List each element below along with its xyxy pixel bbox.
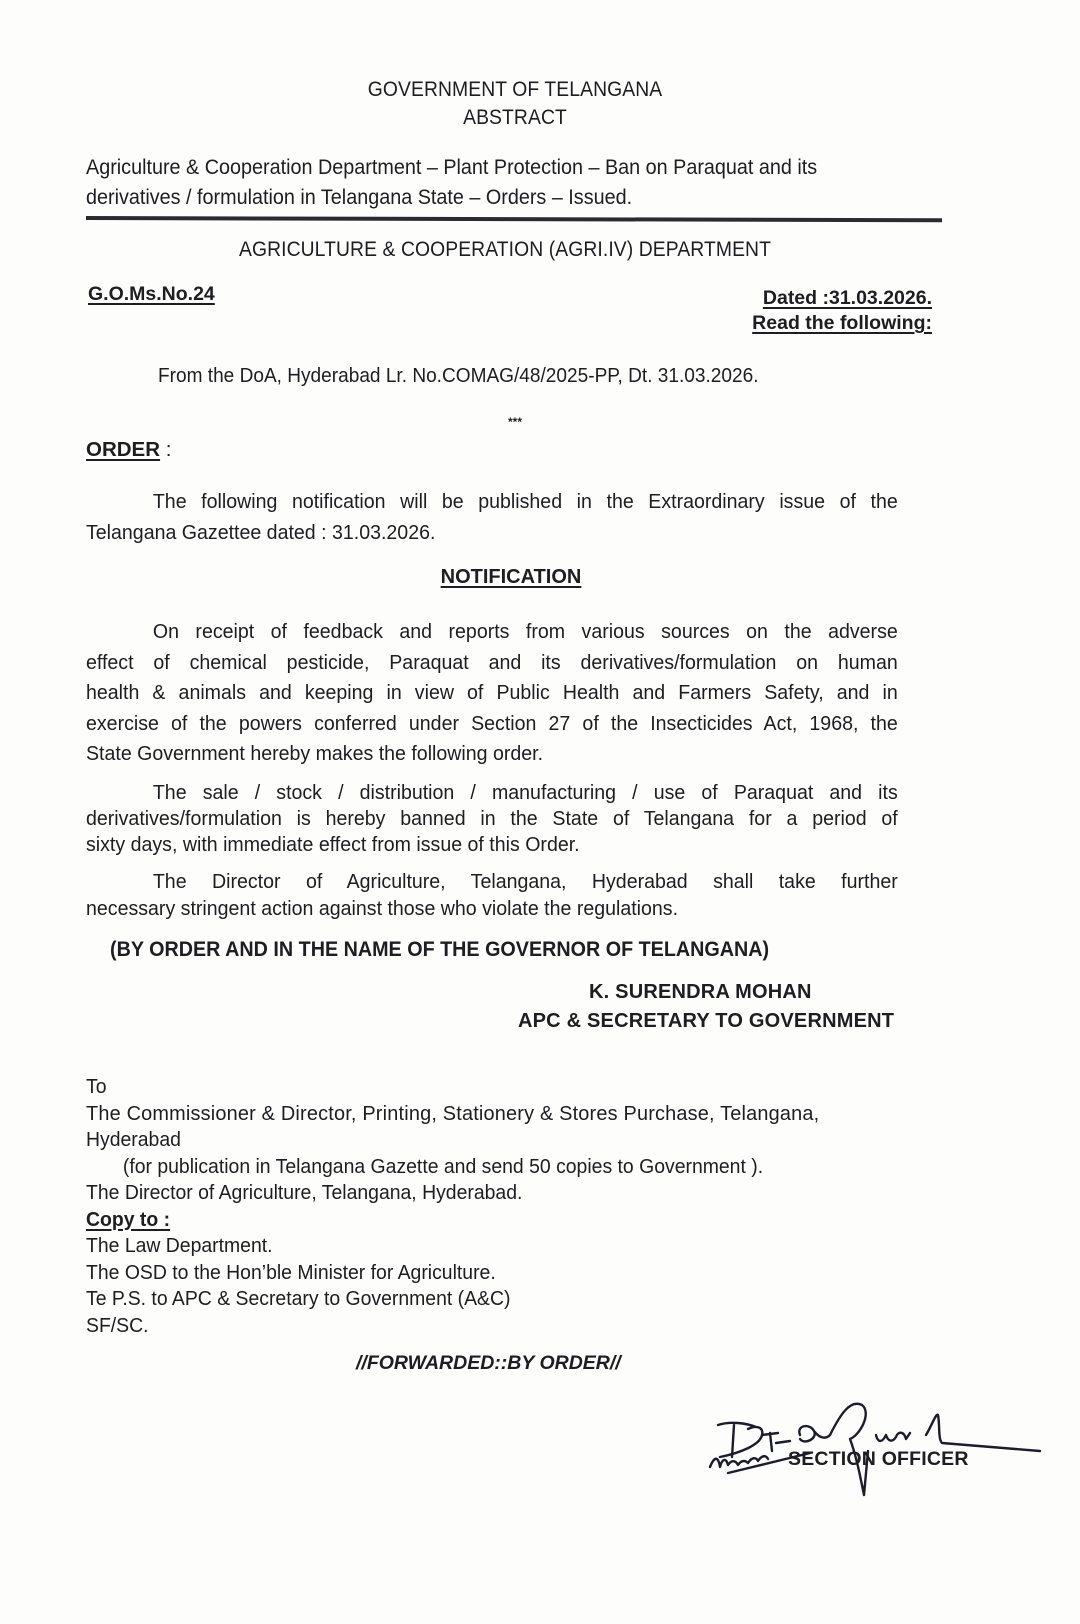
order-heading: ORDER	[86, 438, 161, 461]
go-number: G.O.Ms.No.24	[88, 283, 215, 305]
para2-line-1: The sale / stock / distribution / manufacturing / use of Paraquat and its	[152, 781, 898, 804]
copy-to-1: The Law Department.	[86, 1235, 273, 1257]
department-title: AGRICULTURE & COOPERATION (AGRI.IV) DEPARTMENT	[238, 238, 771, 261]
reference-letter: From the DoA, Hyderabad Lr. No.COMAG/48/2025-PP, Dt. 31.03.2026.	[158, 364, 759, 387]
notification-para-3	[86, 868, 898, 922]
order-text-line-2: Telangana Gazettee dated : 31.03.2026.	[86, 520, 436, 544]
order-text	[86, 487, 898, 548]
signatory-name: K. SURENDRA MOHAN	[589, 981, 812, 1003]
notification-heading: NOTIFICATION	[440, 566, 582, 588]
copy-to-3: Te P.S. to APC & Secretary to Government (A&C)	[86, 1288, 511, 1310]
notification-para-2	[86, 780, 898, 858]
subject-line-1: Agriculture & Cooperation Department – Plant Protection – Ban on Paraquat and its	[86, 155, 818, 179]
para1-line-5: State Government hereby makes the following order.	[86, 742, 544, 765]
signatory-designation: APC & SECRETARY TO GOVERNMENT	[518, 1010, 895, 1032]
order-date: Dated :31.03.2026.	[762, 287, 932, 309]
para3-line-2: necessary stringent action against those who violate the regulations.	[86, 897, 679, 920]
order-heading-wrap	[86, 438, 171, 462]
subject	[86, 152, 886, 212]
recipients	[86, 1074, 819, 1339]
separator-stars: ***	[507, 415, 522, 429]
authority-line: (BY ORDER AND IN THE NAME OF THE GOVERNOR OF TELANGANA)	[110, 938, 770, 961]
para3-line-1: The Director of Agriculture, Telangana, Hyderabad shall take further	[152, 870, 898, 893]
abstract-title: ABSTRACT	[463, 106, 567, 129]
para1-line-4: exercise of the powers conferred under Section 27 of the Insecticides Act, 1968, the	[86, 711, 898, 735]
government-title: GOVERNMENT OF TELANGANA	[367, 78, 663, 101]
order-colon: :	[160, 438, 172, 461]
copy-to-2: The OSD to the Hon’ble Minister for Agriculture.	[86, 1261, 496, 1284]
para2-line-3: sixty days, with immediate effect from issue of this Order.	[86, 833, 580, 856]
para1-line-2: effect of chemical pesticide, Paraquat and its derivatives/formulation on human	[86, 650, 898, 674]
recipient-2: The Director of Agriculture, Telangana, Hyderabad.	[86, 1182, 523, 1204]
read-following: Read the following:	[752, 312, 932, 334]
copy-to-label: Copy to :	[86, 1208, 171, 1231]
copy-to-4: SF/SC.	[86, 1314, 149, 1337]
subject-line-2: derivatives / formulation in Telangana State – Orders – Issued.	[86, 185, 633, 209]
subject-divider	[86, 216, 942, 222]
para1-line-1: On receipt of feedback and reports from various sources on the adverse	[152, 620, 898, 643]
section-officer-label: SECTION OFFICER	[788, 1448, 969, 1470]
para2-line-2: derivatives/formulation is hereby banned in the State of Telangana for a period of	[86, 807, 898, 830]
to-label: To	[86, 1076, 107, 1098]
order-text-line-1: The following notification will be published in the Extraordinary issue of the	[152, 490, 898, 513]
forwarded-by-order: //FORWARDED::BY ORDER//	[356, 1352, 621, 1374]
recipient-1-city: Hyderabad	[86, 1129, 181, 1151]
recipient-1-note: (for publication in Telangana Gazette and send 50 copies to Government ).	[122, 1155, 764, 1178]
para1-line-3: health & animals and keeping in view of Public Health and Farmers Safety, and in	[86, 681, 898, 704]
recipient-1: The Commissioner & Director, Printing, Stationery & Stores Purchase, Telangana,	[86, 1101, 820, 1125]
notification-para-1	[86, 617, 898, 770]
